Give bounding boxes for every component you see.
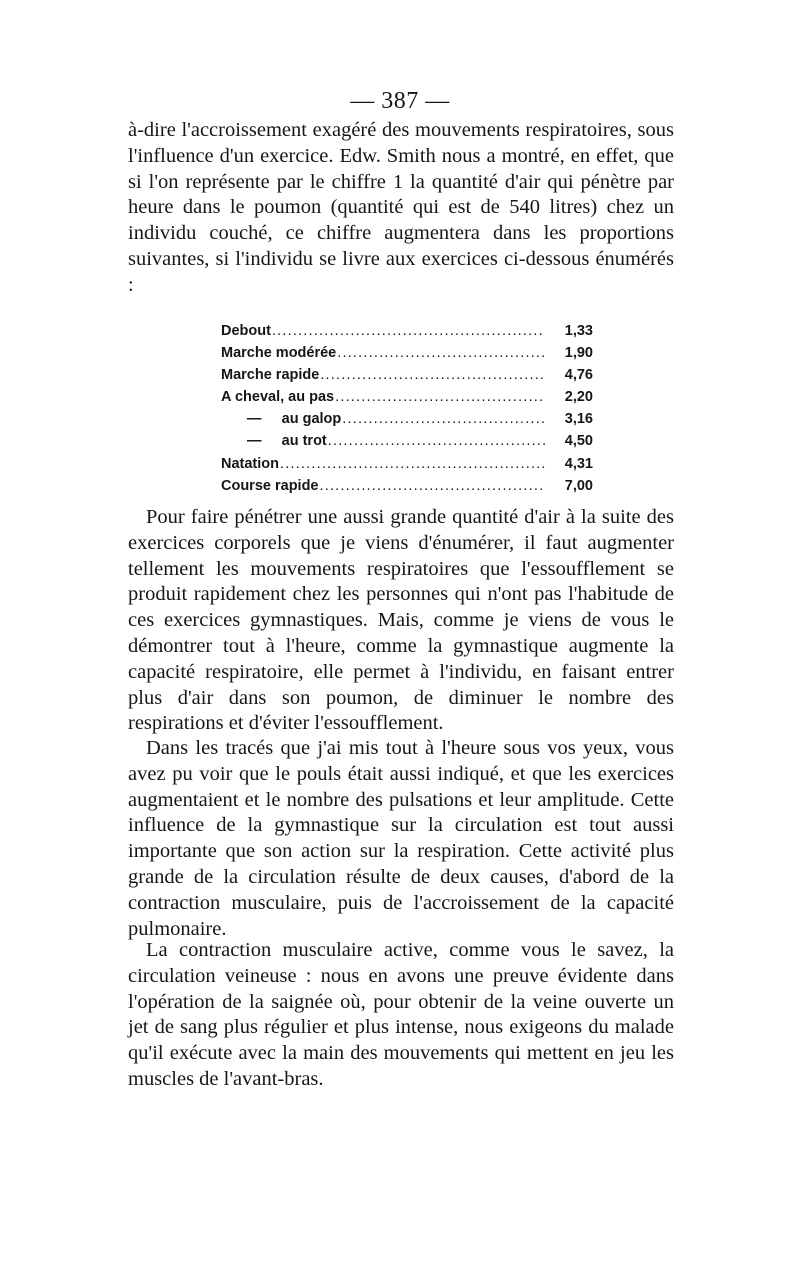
exercise-value: 4,50 [564,433,593,450]
exercise-value: 4,76 [564,367,593,384]
exercise-label: — au galop [247,411,342,428]
exercise-value: 4,31 [564,455,593,472]
table-row [221,320,593,342]
dot-leader [280,453,545,475]
table-row [221,386,593,408]
dot-leader [328,430,545,452]
table-row [221,453,593,475]
exercise-table [221,320,593,497]
table-row [221,430,593,452]
table-row [221,342,593,364]
exercise-label: Marche rapide [221,367,320,384]
exercise-label: Debout [221,323,271,339]
paragraph-intro: à-dire l'accroissement exagéré des mouvements respiratoires, sous l'influence d'un exercice. Edw. Smith nous a montré, en effet, que si l'on représente par le chiffre 1 la quantité d'air qui pénètre par heure dans le poumon (quantité qui est de 540 litres) chez un individu couché, ce chiffre augmentera dans les proportions suivantes, si l'individu se livre aux exercices ci-dessous énumérés : [128,119,674,296]
paragraph-second: Pour faire pénétrer une aussi grande quantité d'air à la suite des exercices corporels que je viens d'énumérer, il faut augmenter tellement les mouvements respiratoires que l'essoufflement se produit rapidement chez les personnes qui n'ont pas l'habitude de ces exercices gymnastiques. Mais, comme je viens de vous le démontrer tout à l'heure, comme la gymnastique augmente la capacité respiratoire, elle permet à l'individu, en faisant entrer plus d'air dans son poumon, de diminuer le nombre des respirations et d'éviter l'essoufflement. [128,506,674,735]
paragraph-third: Dans les tracés que j'ai mis tout à l'heure sous vos yeux, vous avez pu voir que le pouls était aussi indiqué, et que les exercices augmentaient et le nombre des pulsations et leur amplitude. Cette influence de la gymnastique sur la circulation est tout aussi importante que son action sur la respiration. Cette activité plus grande de la circulation résulte de deux causes, d'abord de la contraction musculaire, puis de l'accroissement de la capacité pulmonaire. [128,737,674,940]
dot-leader [337,342,545,364]
exercise-label: Course rapide [221,477,319,494]
dot-leader [342,408,545,430]
paragraph-fourth: La contraction musculaire active, comme vous le savez, la circulation veineuse : nous en avons une preuve évidente dans l'opération de la saignée où, pour obtenir de la veine ouverte un jet de sang plus régulier et plus intense, nous exigeons du malade qu'il exécute avec la main des mouvements qui mettent en jeu les muscles de l'avant-bras. [128,939,674,1090]
dot-leader [335,386,545,408]
exercise-label: A cheval, au pas [221,389,335,406]
dot-leader [320,364,545,386]
dot-leader [320,475,546,497]
table-row [221,408,593,430]
exercise-value: 7,00 [564,477,593,494]
exercise-label: Marche modérée [221,345,337,362]
table-row [221,475,593,497]
table-row [221,364,593,386]
exercise-label: — au trot [247,433,327,450]
exercise-label: Natation [221,455,279,472]
page-number: — 387 — [350,88,450,114]
dot-leader [272,320,545,342]
exercise-value: 2,20 [564,389,593,406]
exercise-value: 1,33 [564,323,593,339]
exercise-value: 3,16 [564,411,593,428]
exercise-value: 1,90 [564,345,593,362]
